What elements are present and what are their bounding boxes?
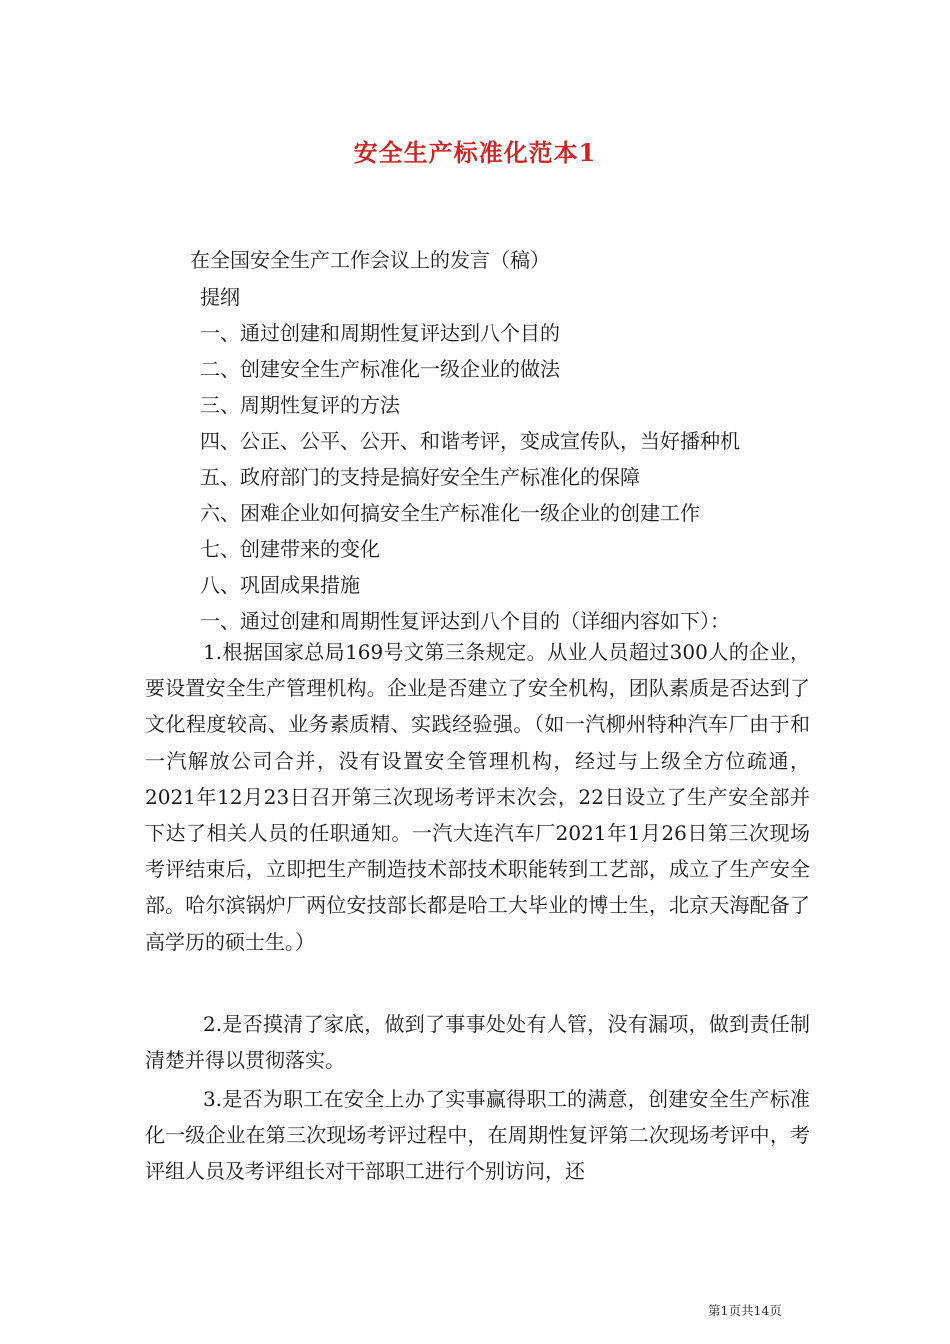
outline-item: 六、困难企业如何搞安全生产标准化一级企业的创建工作 <box>200 501 700 525</box>
body-paragraph: 1.根据国家总局169号文第三条规定。从业人员超过300人的企业，要设置安全生产管理机构。企业是否建立了安全机构，团队素质是否达到了文化程度较高、业务素质精、实践经验强。（如一汽柳州特种汽车厂由于和一汽解放公司合并，没有设置安全管理机构，经过与上级全方位疏通，2021年12月23日召开第三次现场考评末次会，22日设立了生产安全部并下达了相关人员的任职通知。一汽大连汽车厂2021年1月26日第三次现场考评结束后，立即把生产制造技术部技术职能转到工艺部，成立了生产安全部。哈尔滨锅炉厂两位安技部长都是哈工大毕业的博士生，北京天海配备了高学历的硕士生。） <box>145 640 810 954</box>
outline-item: 七、创建带来的变化 <box>200 537 380 561</box>
outline-item: 五、政府部门的支持是搞好安全生产标准化的保障 <box>200 465 640 489</box>
body-paragraph: 2.是否摸清了家底，做到了事事处处有人管，没有漏项，做到责任制清楚并得以贯彻落实。 <box>145 1012 810 1073</box>
speech-subtitle: 在全国安全生产工作会议上的发言（稿） <box>190 248 550 272</box>
outline-item: 三、周期性复评的方法 <box>200 393 400 417</box>
document-title: 安全生产标准化范本1 <box>353 138 597 167</box>
outline-item: 二、创建安全生产标准化一级企业的做法 <box>200 357 560 381</box>
body-paragraph: 3.是否为职工在安全上办了实事赢得职工的满意，创建安全生产标准化一级企业在第三次现场考评过程中，在周期性复评第二次现场考评中，考评组人员及考评组长对干部职工进行个别访问，还 <box>145 1087 810 1184</box>
page-number-footer: 第1页共14页 <box>708 1303 782 1318</box>
outline-item: 八、巩固成果措施 <box>200 573 360 597</box>
outline-item: 一、通过创建和周期性复评达到八个目的 <box>200 321 560 345</box>
outline-item: 四、公正、公平、公开、和谐考评，变成宣传队，当好播种机 <box>200 429 740 453</box>
section-heading: 一、通过创建和周期性复评达到八个目的（详细内容如下）： <box>200 609 730 633</box>
outline-heading: 提纲 <box>200 285 240 309</box>
